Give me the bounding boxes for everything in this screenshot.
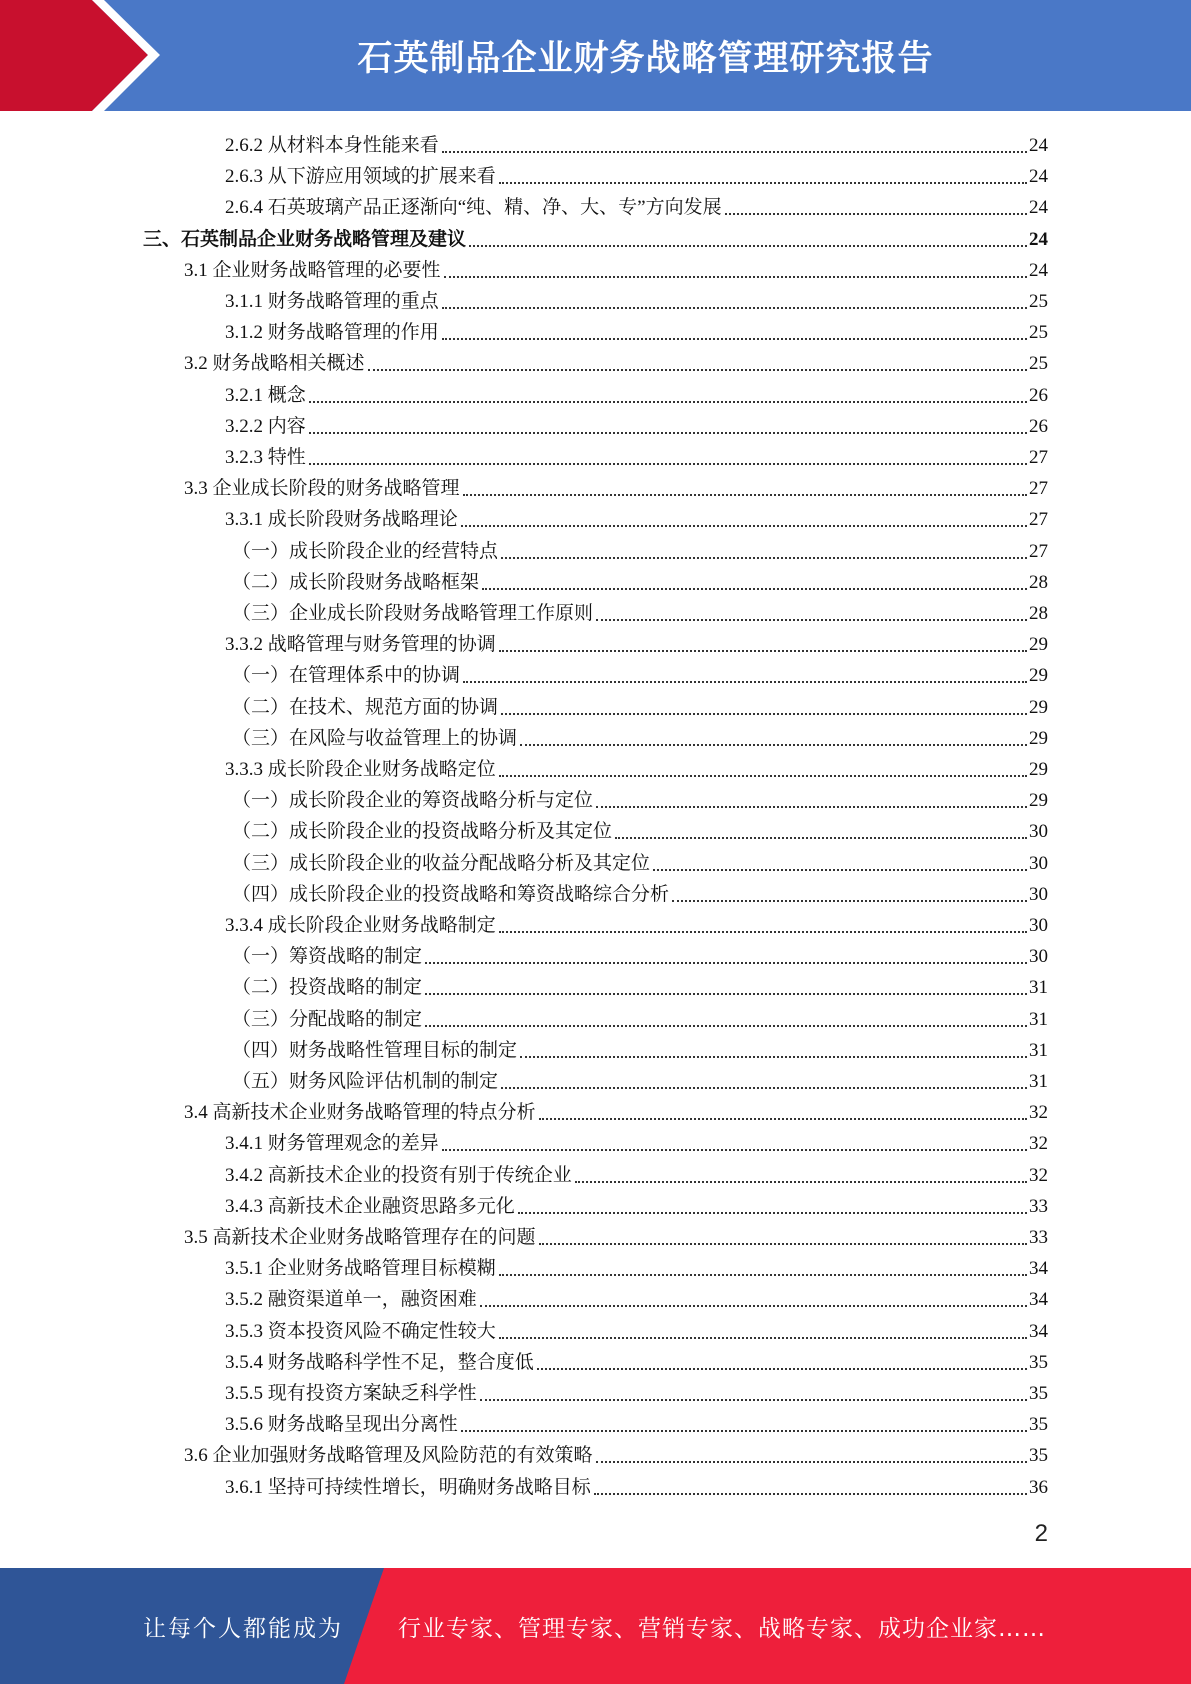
toc-entry-title: 三、石英制品企业财务战略管理及建议 <box>143 229 467 250</box>
toc-entry-label <box>225 446 306 470</box>
toc-entry-title: （二）成长阶段企业的投资战略分析及其定位 <box>232 821 613 842</box>
toc-entry-number: 3.1 <box>184 260 208 281</box>
toc-entry-number: 3.2.1 <box>225 385 263 406</box>
toc-entry-page: 27 <box>1029 509 1048 530</box>
toc-dot-leader <box>539 1117 1027 1120</box>
toc-entry-label <box>232 571 479 595</box>
toc-entry[interactable] <box>184 470 1048 501</box>
toc-entry-page: 27 <box>1029 478 1048 499</box>
toc-entry[interactable] <box>225 1344 1048 1375</box>
toc-entry[interactable] <box>225 1188 1048 1219</box>
toc-dot-leader <box>653 868 1027 871</box>
toc-entry-title: 高新技术企业的投资有别于传统企业 <box>267 1165 572 1186</box>
toc-entry[interactable] <box>225 439 1048 470</box>
toc-entry-label <box>225 1413 458 1437</box>
toc-entry[interactable] <box>225 907 1048 938</box>
toc-dot-leader <box>442 306 1027 309</box>
toc-entry-label <box>225 415 306 439</box>
toc-entry-title: （一）筹资战略的制定 <box>232 946 423 967</box>
toc-entry-label <box>232 696 498 720</box>
toc-entry-number: 3.6.1 <box>225 1477 263 1498</box>
toc-dot-leader <box>615 836 1027 839</box>
toc-entry-page: 31 <box>1029 1009 1048 1030</box>
toc-entry-page: 31 <box>1029 1071 1048 1092</box>
toc-dot-leader <box>520 1055 1027 1058</box>
page-header <box>0 0 1191 111</box>
toc-entry-page: 36 <box>1029 1477 1048 1498</box>
toc-entry-page: 24 <box>1029 166 1048 187</box>
toc-entry-page: 29 <box>1029 790 1048 811</box>
toc-entry-page: 25 <box>1029 353 1048 374</box>
toc-entry-number: 3.4.2 <box>225 1165 263 1186</box>
toc-entry-label <box>184 352 365 376</box>
toc-entry-page: 32 <box>1029 1133 1048 1154</box>
toc-entry-label <box>184 1226 536 1250</box>
toc-dot-leader <box>499 649 1027 652</box>
toc-entry-label <box>225 1320 496 1344</box>
toc-entry[interactable] <box>232 689 1048 720</box>
toc-dot-leader <box>594 1492 1027 1495</box>
toc-entry-number: 3.3.3 <box>225 759 263 780</box>
toc-entry-page: 24 <box>1029 260 1048 281</box>
toc-entry-title: （三）成长阶段企业的收益分配战略分析及其定位 <box>232 853 651 874</box>
toc-entry-number: 2.6.3 <box>225 166 263 187</box>
toc-entry-title: （三）企业成长阶段财务战略管理工作原则 <box>232 603 594 624</box>
toc-entry[interactable] <box>232 1063 1048 1094</box>
toc-entry-page: 28 <box>1029 572 1048 593</box>
toc-entry[interactable] <box>232 533 1048 564</box>
toc-entry-label <box>225 321 439 345</box>
toc-entry-label <box>225 1195 515 1219</box>
toc-entry-title: 成长阶段财务战略理论 <box>267 509 458 530</box>
toc-entry-title: 企业加强财务战略管理及风险防范的有效策略 <box>212 1445 593 1466</box>
toc-entry-page: 24 <box>1029 135 1048 156</box>
page-footer <box>0 1568 1191 1684</box>
toc-entry-label <box>225 633 496 657</box>
toc-entry-label <box>225 165 496 189</box>
toc-entry[interactable] <box>184 1219 1048 1250</box>
toc-entry-title: 现有投资方案缺乏科学性 <box>267 1383 477 1404</box>
toc-entry-label <box>225 1382 477 1406</box>
toc-entry-label <box>225 914 496 938</box>
toc-entry-title: 财务管理观念的差异 <box>267 1133 439 1154</box>
toc-entry-number: 3.2 <box>184 353 208 374</box>
toc-dot-leader <box>480 1304 1027 1307</box>
toc-dot-leader <box>425 992 1027 995</box>
toc-dot-leader <box>725 212 1027 215</box>
toc-entry-page: 29 <box>1029 665 1048 686</box>
toc-entry-page: 24 <box>1029 229 1048 250</box>
toc-entry-page: 32 <box>1029 1102 1048 1123</box>
toc-entry-page: 25 <box>1029 291 1048 312</box>
toc-entry-label <box>232 664 460 688</box>
toc-entry[interactable] <box>225 626 1048 657</box>
toc-dot-leader <box>537 1367 1027 1370</box>
toc-entry-label <box>184 477 460 501</box>
toc-entry-title: 高新技术企业财务战略管理的特点分析 <box>212 1102 536 1123</box>
toc-entry[interactable] <box>232 1001 1048 1032</box>
toc-entry-title: 财务战略呈现出分离性 <box>267 1414 458 1435</box>
toc-entry[interactable] <box>143 221 1048 252</box>
toc-dot-leader <box>672 899 1027 902</box>
toc-entry-number: 3.5.4 <box>225 1352 263 1373</box>
toc-entry-title: 成长阶段企业财务战略定位 <box>267 759 496 780</box>
toc-entry-title: （一）在管理体系中的协调 <box>232 665 461 686</box>
toc-entry-label <box>184 259 441 283</box>
toc-entry-page: 29 <box>1029 634 1048 655</box>
toc-entry-title: 财务战略科学性不足，整合度低 <box>267 1352 534 1373</box>
toc-entry[interactable] <box>232 720 1048 751</box>
toc-dot-leader <box>596 805 1027 808</box>
toc-entry-number: 3.1.2 <box>225 322 263 343</box>
toc-entry-page: 30 <box>1029 853 1048 874</box>
toc-entry[interactable] <box>225 408 1048 439</box>
toc-entry-title: （一）成长阶段企业的经营特点 <box>232 541 499 562</box>
toc-entry-title: 内容 <box>267 416 306 437</box>
toc-entry[interactable] <box>232 564 1048 595</box>
toc-entry-page: 33 <box>1029 1196 1048 1217</box>
toc-entry[interactable] <box>232 595 1048 626</box>
toc-entry-number: 3.5.6 <box>225 1414 263 1435</box>
toc-entry-page: 35 <box>1029 1352 1048 1373</box>
toc-dot-leader <box>309 431 1027 434</box>
toc-entry-label <box>232 1070 498 1094</box>
toc-entry-title: 资本投资风险不确定性较大 <box>267 1321 496 1342</box>
toc-dot-leader <box>539 1242 1027 1245</box>
document-title: 石英制品企业财务战略管理研究报告 <box>357 38 934 79</box>
toc-dot-leader <box>309 400 1027 403</box>
toc-dot-leader <box>461 1429 1027 1432</box>
toc-dot-leader <box>501 1086 1027 1089</box>
toc-entry-title: 石英玻璃产品正逐渐向“纯、精、净、大、专”方向发展 <box>267 197 722 218</box>
toc-entry-page: 34 <box>1029 1321 1048 1342</box>
toc-dot-leader <box>575 1180 1027 1183</box>
toc-dot-leader <box>501 712 1027 715</box>
toc-entry-label <box>225 508 458 532</box>
toc-entry-page: 25 <box>1029 322 1048 343</box>
toc-entry-title: 成长阶段企业财务战略制定 <box>267 915 496 936</box>
toc-dot-leader <box>596 1460 1027 1463</box>
toc-entry-title: 概念 <box>267 385 306 406</box>
toc-entry[interactable] <box>184 345 1048 376</box>
toc-entry-title: 坚持可持续性增长，明确财务战略目标 <box>267 1477 591 1498</box>
toc-entry-number: 3.2.3 <box>225 447 263 468</box>
toc-entry[interactable] <box>225 1250 1048 1281</box>
toc-entry-title: （二）在技术、规范方面的协调 <box>232 697 499 718</box>
toc-entry[interactable] <box>184 252 1048 283</box>
toc-entry-title: 企业成长阶段的财务战略管理 <box>212 478 460 499</box>
toc-entry[interactable] <box>225 501 1048 532</box>
toc-entry-label <box>232 1008 422 1032</box>
toc-entry-title: （三）分配战略的制定 <box>232 1009 423 1030</box>
toc-dot-leader <box>461 524 1027 527</box>
toc-entry-number: 3.5.5 <box>225 1383 263 1404</box>
toc-entry-label <box>225 290 439 314</box>
toc-entry[interactable] <box>225 189 1048 220</box>
toc-dot-leader <box>442 337 1027 340</box>
toc-entry-page: 27 <box>1029 541 1048 562</box>
toc-entry-page: 30 <box>1029 884 1048 905</box>
toc-entry[interactable] <box>225 1469 1048 1500</box>
toc-entry[interactable] <box>225 1281 1048 1312</box>
toc-entry[interactable] <box>225 127 1048 158</box>
toc-entry-label <box>232 976 422 1000</box>
toc-entry-page: 35 <box>1029 1383 1048 1404</box>
toc-entry-number: 3.2.2 <box>225 416 263 437</box>
toc-entry-page: 29 <box>1029 759 1048 780</box>
toc-entry-number: 3.3.4 <box>225 915 263 936</box>
toc-entry-title: （四）成长阶段企业的投资战略和筹资战略综合分析 <box>232 884 670 905</box>
toc-entry-number: 3.3.1 <box>225 509 263 530</box>
toc-entry-page: 35 <box>1029 1445 1048 1466</box>
toc-dot-leader <box>463 680 1027 683</box>
toc-entry-page: 29 <box>1029 697 1048 718</box>
toc-entry[interactable] <box>225 283 1048 314</box>
toc-entry-page: 30 <box>1029 821 1048 842</box>
toc-dot-leader <box>499 1336 1027 1339</box>
toc-dot-leader <box>469 244 1027 247</box>
toc-dot-leader <box>520 743 1027 746</box>
toc-dot-leader <box>499 181 1027 184</box>
toc-entry-title: （四）财务战略性管理目标的制定 <box>232 1040 518 1061</box>
toc-entry-title: （一）成长阶段企业的筹资战略分析与定位 <box>232 790 594 811</box>
toc-entry-page: 31 <box>1029 1040 1048 1061</box>
toc-dot-leader <box>442 150 1027 153</box>
toc-entry[interactable] <box>225 751 1048 782</box>
toc-entry-label <box>232 540 498 564</box>
toc-entry-label <box>225 1288 477 1312</box>
toc-dot-leader <box>425 961 1027 964</box>
toc-entry-label <box>232 852 650 876</box>
toc-entry-page: 26 <box>1029 416 1048 437</box>
toc-entry-label <box>225 384 306 408</box>
toc-entry-number: 3.4 <box>184 1102 208 1123</box>
toc-entry[interactable] <box>232 969 1048 1000</box>
toc-entry-page: 29 <box>1029 728 1048 749</box>
toc-entry-label <box>225 1132 439 1156</box>
toc-entry-label <box>232 1039 517 1063</box>
toc-dot-leader <box>482 587 1027 590</box>
toc-entry-label <box>143 228 466 252</box>
toc-entry-page: 26 <box>1029 385 1048 406</box>
toc-entry-number: 3.5.1 <box>225 1258 263 1279</box>
toc-dot-leader <box>463 493 1027 496</box>
toc-entry-page: 27 <box>1029 447 1048 468</box>
toc-entry-title: （二）投资战略的制定 <box>232 977 423 998</box>
toc-dot-leader <box>368 368 1027 371</box>
page-number: 2 <box>1034 1520 1048 1547</box>
footer-slogan-right: 行业专家、管理专家、营销专家、战略专家、成功企业家…… <box>398 1615 1046 1642</box>
footer-slogan-left: 让每个人都能成为 <box>143 1615 343 1642</box>
toc-entry-label <box>225 758 496 782</box>
toc-dot-leader <box>501 556 1027 559</box>
toc-entry[interactable] <box>225 1406 1048 1437</box>
toc-entry[interactable] <box>225 377 1048 408</box>
toc-entry-number: 3.4.3 <box>225 1196 263 1217</box>
toc-entry-label <box>184 1101 536 1125</box>
toc-entry-page: 31 <box>1029 977 1048 998</box>
toc-entry-page: 28 <box>1029 603 1048 624</box>
toc-entry-title: 财务战略相关概述 <box>212 353 365 374</box>
toc-entry-page: 33 <box>1029 1227 1048 1248</box>
toc-entry-label <box>232 727 517 751</box>
toc-entry-label <box>232 602 593 626</box>
toc-entry-title: 从下游应用领域的扩展来看 <box>267 166 496 187</box>
toc-entry-number: 3.4.1 <box>225 1133 263 1154</box>
toc-dot-leader <box>480 1398 1027 1401</box>
toc-dot-leader <box>442 1148 1027 1151</box>
toc-entry-title: （五）财务风险评估机制的制定 <box>232 1071 499 1092</box>
toc-entry[interactable] <box>232 938 1048 969</box>
toc-entry-label <box>225 1164 572 1188</box>
toc-entry-label <box>232 789 593 813</box>
toc-entry[interactable] <box>225 1375 1048 1406</box>
toc-entry-label <box>232 945 422 969</box>
toc-dot-leader <box>499 774 1027 777</box>
toc-entry-number: 3.6 <box>184 1445 208 1466</box>
toc-entry-label <box>225 1476 591 1500</box>
toc-entry[interactable] <box>232 657 1048 688</box>
toc-entry-page: 30 <box>1029 946 1048 967</box>
toc-entry-page: 34 <box>1029 1258 1048 1279</box>
toc-entry-title: 战略管理与财务管理的协调 <box>267 634 496 655</box>
toc-entry-title: 高新技术企业财务战略管理存在的问题 <box>212 1227 536 1248</box>
toc-entry-number: 2.6.2 <box>225 135 263 156</box>
toc-entry-label <box>225 1351 534 1375</box>
toc-entry-page: 35 <box>1029 1414 1048 1435</box>
toc-entry-number: 3.3.2 <box>225 634 263 655</box>
toc-entry-title: （二）成长阶段财务战略框架 <box>232 572 480 593</box>
toc-entry-number: 3.5.2 <box>225 1289 263 1310</box>
toc-dot-leader <box>499 930 1027 933</box>
toc-entry-label <box>232 820 612 844</box>
toc-entry[interactable] <box>225 1313 1048 1344</box>
toc-entry-title: 高新技术企业融资思路多元化 <box>267 1196 515 1217</box>
toc-entry-number: 3.5.3 <box>225 1321 263 1342</box>
toc-entry-title: 特性 <box>267 447 306 468</box>
toc-entry-title: 融资渠道单一，融资困难 <box>267 1289 477 1310</box>
toc-entry-page: 30 <box>1029 915 1048 936</box>
toc-dot-leader <box>425 1024 1027 1027</box>
toc-entry-title: 财务战略管理的重点 <box>267 291 439 312</box>
toc-entry-number: 2.6.4 <box>225 197 263 218</box>
toc-entry-label <box>232 883 669 907</box>
toc-entry[interactable] <box>184 1437 1048 1468</box>
toc-entry[interactable] <box>184 1094 1048 1125</box>
toc-entry-title: 企业财务战略管理目标模糊 <box>267 1258 496 1279</box>
toc-entry-number: 3.3 <box>184 478 208 499</box>
toc-dot-leader <box>499 1273 1027 1276</box>
toc-entry-page: 32 <box>1029 1165 1048 1186</box>
toc-entry-page: 24 <box>1029 197 1048 218</box>
toc-dot-leader <box>596 618 1027 621</box>
toc-entry-label <box>225 134 439 158</box>
toc-entry[interactable] <box>232 845 1048 876</box>
toc-dot-leader <box>518 1211 1027 1214</box>
toc-entry-page: 34 <box>1029 1289 1048 1310</box>
toc-entry[interactable] <box>232 813 1048 844</box>
toc-entry-title: 财务战略管理的作用 <box>267 322 439 343</box>
toc-entry[interactable] <box>225 158 1048 189</box>
toc-entry-title: 从材料本身性能来看 <box>267 135 439 156</box>
toc-dot-leader <box>309 462 1027 465</box>
toc-entry-label <box>225 196 722 220</box>
toc-entry[interactable] <box>225 1125 1048 1156</box>
toc-entry-title: 企业财务战略管理的必要性 <box>212 260 441 281</box>
toc-entry[interactable] <box>232 876 1048 907</box>
toc-entry-number: 3.1.1 <box>225 291 263 312</box>
toc-entry-label <box>225 1257 496 1281</box>
toc-entry[interactable] <box>225 314 1048 345</box>
toc-entry-title: （三）在风险与收益管理上的协调 <box>232 728 518 749</box>
toc-entry[interactable] <box>225 1157 1048 1188</box>
toc-dot-leader <box>444 275 1027 278</box>
toc-entry[interactable] <box>232 1032 1048 1063</box>
toc-entry-number: 3.5 <box>184 1227 208 1248</box>
toc-entry[interactable] <box>232 782 1048 813</box>
toc-entry-label <box>184 1444 593 1468</box>
